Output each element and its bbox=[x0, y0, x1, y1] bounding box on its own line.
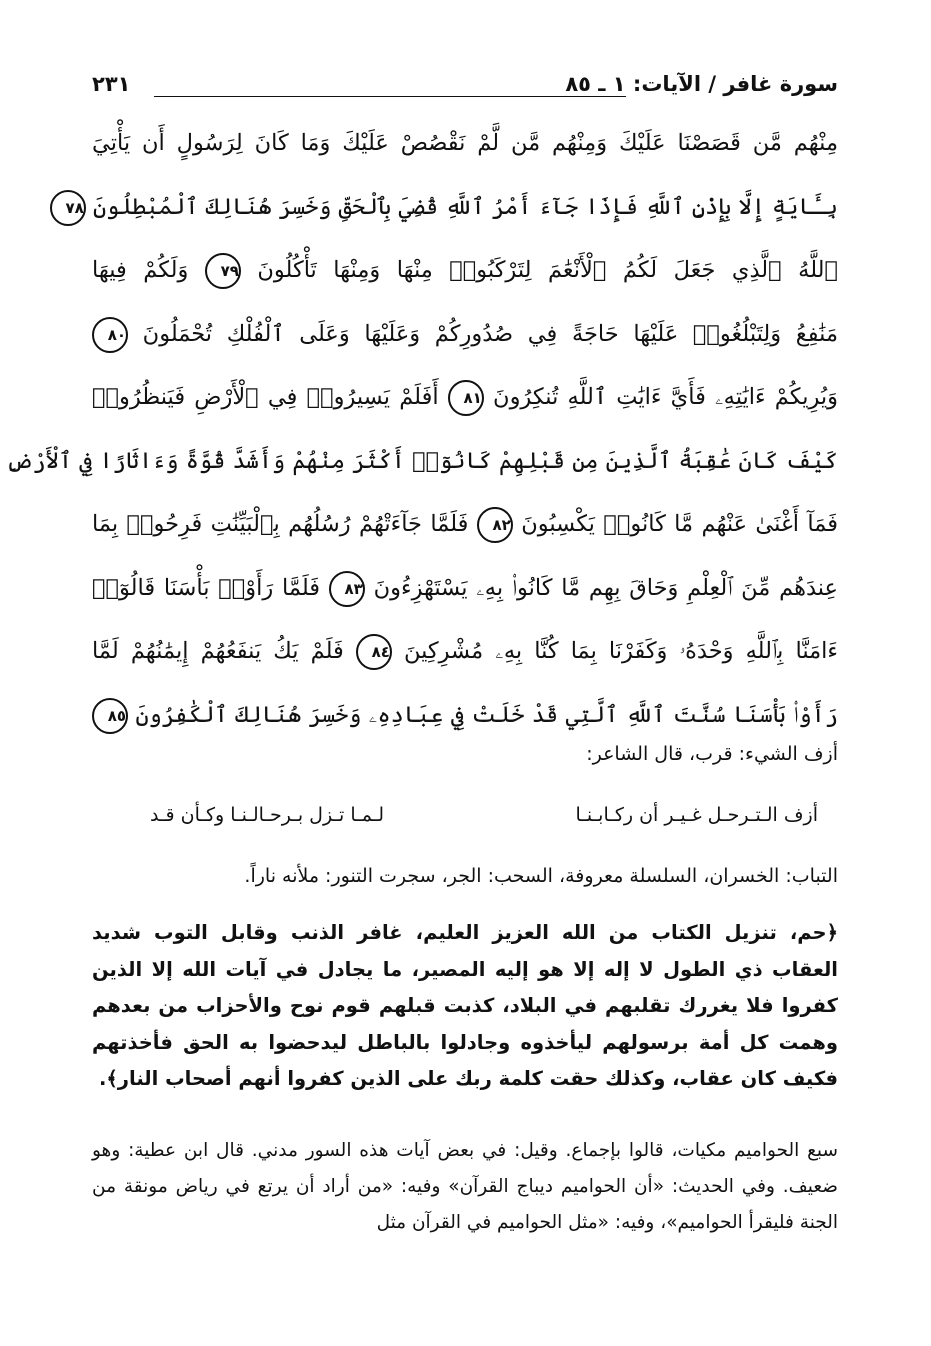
poem-first-hemistich: أزف الـتـرحـل غـيـر أن ركـابـنـا bbox=[575, 804, 818, 826]
ayah-number-marker: ٨٠ bbox=[92, 317, 128, 353]
verse-paraphrase: ﴿حم، تنزيل الكتاب من الله العزيز العليم، غافر الذنب وقابل التوب شديد العقاب ذي الطول لا إله إلا هو إليه المصير، ما يجادل في آيات الله إلا الذين كفروا فلا يغررك تقلبهم في البلاد، كذبت قبلهم قوم نوح والأحزاب من بعدهم وهمت كل أمة برسولهم ليأخذوه وجادلوا بالباطل ليدحضوا به الحق فأخذتهم فكيف كان عقاب، وكذلك حقت كلمة ربك على الذين كفروا أنهم أصحاب النار﴾. bbox=[92, 921, 838, 1090]
verse-text: ءَامَنَّا بِٱللَّهِ وَحْدَهُۥ وَكَفَرْنَا بِمَا كُنَّا بِهِۦ مُشْرِكِينَ bbox=[404, 638, 839, 664]
poem-second-hemistich: لـمـا تـزل بـرحـالـنـا وكـأن قـد bbox=[150, 804, 385, 826]
verse-text: ٱللَّهُ ٱلَّذِي جَعَلَ لَكُمُ ٱلْأَنْعَٰمَ لِتَرْكَبُوا۟ مِنْهَا وَمِنْهَا تَأْكُلُونَ bbox=[257, 257, 839, 283]
verse-line bbox=[92, 303, 838, 367]
ayah-number-marker: ٨١ bbox=[448, 380, 484, 416]
gloss-azif: أزف الشيء: قرب، قال الشاعر: bbox=[586, 743, 838, 765]
verse-text: بِـَٔايَةٍ إِلَّا بِإِذْنِ ٱللَّهِ فَإِذَا جَآءَ أَمْرُ ٱللَّهِ قُضِيَ بِٱلْحَقِّ وَخَسِرَ هُنَالِكَ ٱلْمُبْطِلُونَ bbox=[92, 193, 838, 220]
verse-text: فَلَمْ يَكُ يَنفَعُهُمْ إِيمَٰنُهُمْ لَمَّا bbox=[92, 638, 344, 664]
verse-line bbox=[92, 557, 838, 621]
header-rule bbox=[154, 96, 626, 97]
page-number: ٢٣١ bbox=[92, 72, 131, 96]
verse-line bbox=[92, 620, 838, 684]
verse-text: كَيْفَ كَانَ عَٰقِبَةُ ٱلَّذِينَ مِن قَبْلِهِمْ كَانُوٓا۟ أَكْثَرَ مِنْهُمْ وَأَشَدَّ قُوَّةً وَءَاثَارًا فِي ٱلْأَرْضِ bbox=[6, 447, 838, 474]
verse-text: وَلَكُمْ فِيهَا bbox=[92, 257, 189, 283]
gloss-tabab: التباب: الخسران، السلسلة معروفة، السحب: الجر، سجرت التنور: ملأنه ناراً. bbox=[244, 865, 838, 887]
surah-title: سورة غافر / الآيات: ١ ـ ٨٥ bbox=[565, 72, 838, 96]
ayah-number-marker: ٨٥ bbox=[92, 698, 128, 734]
ayah-number-marker: ٧٨ bbox=[50, 190, 86, 226]
running-header bbox=[92, 70, 838, 104]
verse-line bbox=[92, 366, 838, 430]
ayah-number-marker: ٧٩ bbox=[205, 253, 241, 289]
verse-text: فَمَآ أَغْنَىٰ عَنْهُم مَّا كَانُوا۟ يَكْسِبُونَ bbox=[521, 511, 839, 537]
verse-text: رَأَوْا۟ بَأْسَنَا سُنَّتَ ٱللَّهِ ٱلَّتِي قَدْ خَلَتْ فِي عِبَادِهِۦ وَخَسِرَ هُنَالِكَ ٱلْكَٰفِرُونَ bbox=[135, 701, 839, 728]
verse-text: وَيُرِيكُمْ ءَايَٰتِهِۦ فَأَيَّ ءَايَٰتِ ٱللَّهِ تُنكِرُونَ bbox=[493, 384, 838, 410]
poetry-verse bbox=[150, 800, 818, 834]
ayah-number-marker: ٨٢ bbox=[477, 507, 513, 543]
quran-verses bbox=[6, 112, 839, 747]
verse-line bbox=[6, 430, 838, 494]
verse-line bbox=[92, 239, 838, 303]
verse-line bbox=[92, 493, 838, 557]
commentary-body: سبع الحواميم مكيات، قالوا بإجماع. وقيل: في بعض آيات هذه السور مدني. قال ابن عطية: وهو ضعيف. وفي الحديث: «أن الحواميم ديباج القرآن» وفيه: «من أراد أن يرتع في رياض مونقة من الجنة فليقرأ الحواميم»، وفيه: «مثل الحواميم في القرآن مثل bbox=[92, 1140, 838, 1233]
ayah-number-marker: ٨٤ bbox=[356, 634, 392, 670]
verse-text: مَنَٰفِعُ وَلِتَبْلُغُوا۟ عَلَيْهَا حَاجَةً فِي صُدُورِكُمْ وَعَلَيْهَا وَعَلَى ٱلْفُلْكِ تُحْمَلُونَ bbox=[142, 320, 838, 347]
verse-text: فَلَمَّا رَأَوْا۟ بَأْسَنَا قَالُوٓا۟ bbox=[92, 574, 321, 601]
verse-text: مِنْهُم مَّن قَصَصْنَا عَلَيْكَ وَمِنْهُم مَّن لَّمْ نَقْصُصْ عَلَيْكَ وَمَا كَانَ لِرَسُولٍ أَن يَأْتِيَ bbox=[92, 130, 838, 156]
ayah-number-marker: ٨٣ bbox=[329, 571, 365, 607]
verse-line bbox=[92, 684, 838, 748]
verse-line bbox=[65, 176, 838, 240]
verse-text: أَفَلَمْ يَسِيرُوا۟ فِي ٱلْأَرْضِ فَيَنظُرُوا۟ bbox=[92, 384, 439, 410]
verse-text: عِندَهُم مِّنَ ٱلْعِلْمِ وَحَاقَ بِهِم مَّا كَانُوا۟ بِهِۦ يَسْتَهْزِءُونَ bbox=[373, 574, 838, 601]
verse-line bbox=[92, 112, 838, 176]
verse-text: فَلَمَّا جَآءَتْهُمْ رُسُلُهُم بِٱلْبَيِّنَٰتِ فَرِحُوا۟ بِمَا bbox=[92, 511, 469, 537]
